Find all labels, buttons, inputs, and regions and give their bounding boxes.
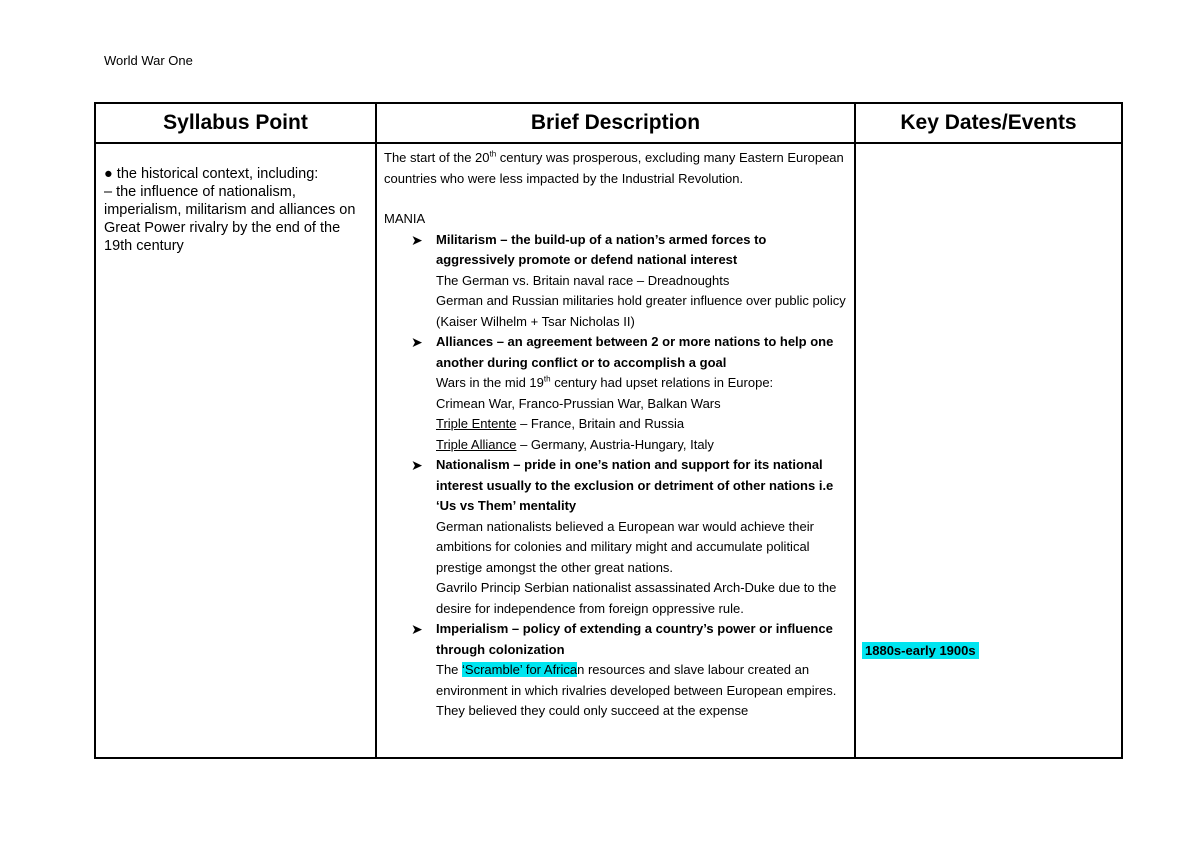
table-row — [95, 143, 1122, 758]
imperialism-heading: ➤ Imperialism – policy of extending a country’s power or influence through colonization — [411, 621, 833, 657]
key-date-highlight: 1880s-early 1900s — [862, 642, 979, 659]
highlighted-text: ‘Scramble’ for Africa — [462, 662, 578, 677]
arrow-bullet-icon: ➤ — [411, 621, 423, 637]
table-header-row — [95, 103, 1122, 143]
arrow-bullet-icon: ➤ — [411, 457, 423, 473]
nationalism-heading: ➤ Nationalism – pride in one’s nation and support for its national interest usually to the exclusion or detriment of other nations i.e ‘Us vs Them’ mentality — [411, 457, 834, 513]
syllabus-line-1: the historical context, including: — [116, 166, 319, 182]
syllabus-table — [94, 102, 1123, 759]
description-cell — [376, 143, 855, 758]
alliances-heading: ➤ Alliances – an agreement between 2 or more nations to help one another during conflict or to accomplish a goal — [411, 334, 834, 370]
militarism-line-2: German and Russian militaries hold greater influence over public policy (Kaiser Wilhelm + Tsar Nicholas II) — [436, 293, 846, 329]
syllabus-cell — [95, 143, 376, 758]
acronym-label: MANIA — [384, 211, 426, 226]
triple-alliance-line: Triple Alliance – Germany, Austria-Hungary, Italy — [436, 436, 714, 452]
triple-entente-line: Triple Entente – France, Britain and Russia — [436, 416, 685, 431]
syllabus-line-2: – the influence of nationalism, imperialism, militarism and alliances on Great Power rivalry by the end of the 19th century — [104, 184, 356, 254]
header-syllabus-point: Syllabus Point — [95, 103, 376, 143]
alliances-line-2: Crimean War, Franco-Prussian War, Balkan Wars — [436, 395, 721, 411]
document-header: World War One — [104, 53, 193, 68]
bullet-icon: ● — [104, 166, 113, 182]
header-brief-description: Brief Description — [376, 103, 855, 143]
intro-paragraph: The start of the 20th century was prosperous, excluding many Eastern European countries who were less impacted by the Industrial Revolution. — [384, 149, 844, 186]
header-key-dates: Key Dates/Events — [855, 103, 1122, 143]
militarism-line-1: The German vs. Britain naval race – Dreadnoughts — [436, 272, 730, 288]
nationalism-line-1: German nationalists believed a European war would achieve their ambitions for colonies and military might and accumulate political prestige amongst the other great nations. — [436, 518, 814, 575]
arrow-bullet-icon: ➤ — [411, 231, 423, 248]
key-dates-cell — [855, 143, 1122, 758]
alliances-line-1: Wars in the mid 19th century had upset relations in Europe: — [436, 374, 774, 390]
militarism-heading: ➤ Militarism – the build-up of a nation’s armed forces to aggressively promote or defend national interest — [411, 231, 767, 267]
arrow-bullet-icon: ➤ — [411, 334, 423, 350]
imperialism-line-1: The ‘Scramble’ for African resources and slave labour created an environment in which rivalries developed between European empires. They believed they could only succeed at the expense — [436, 662, 837, 718]
nationalism-line-2: Gavrilo Princip Serbian nationalist assassinated Arch-Duke due to the desire for independence from foreign oppressive rule. — [436, 580, 837, 616]
